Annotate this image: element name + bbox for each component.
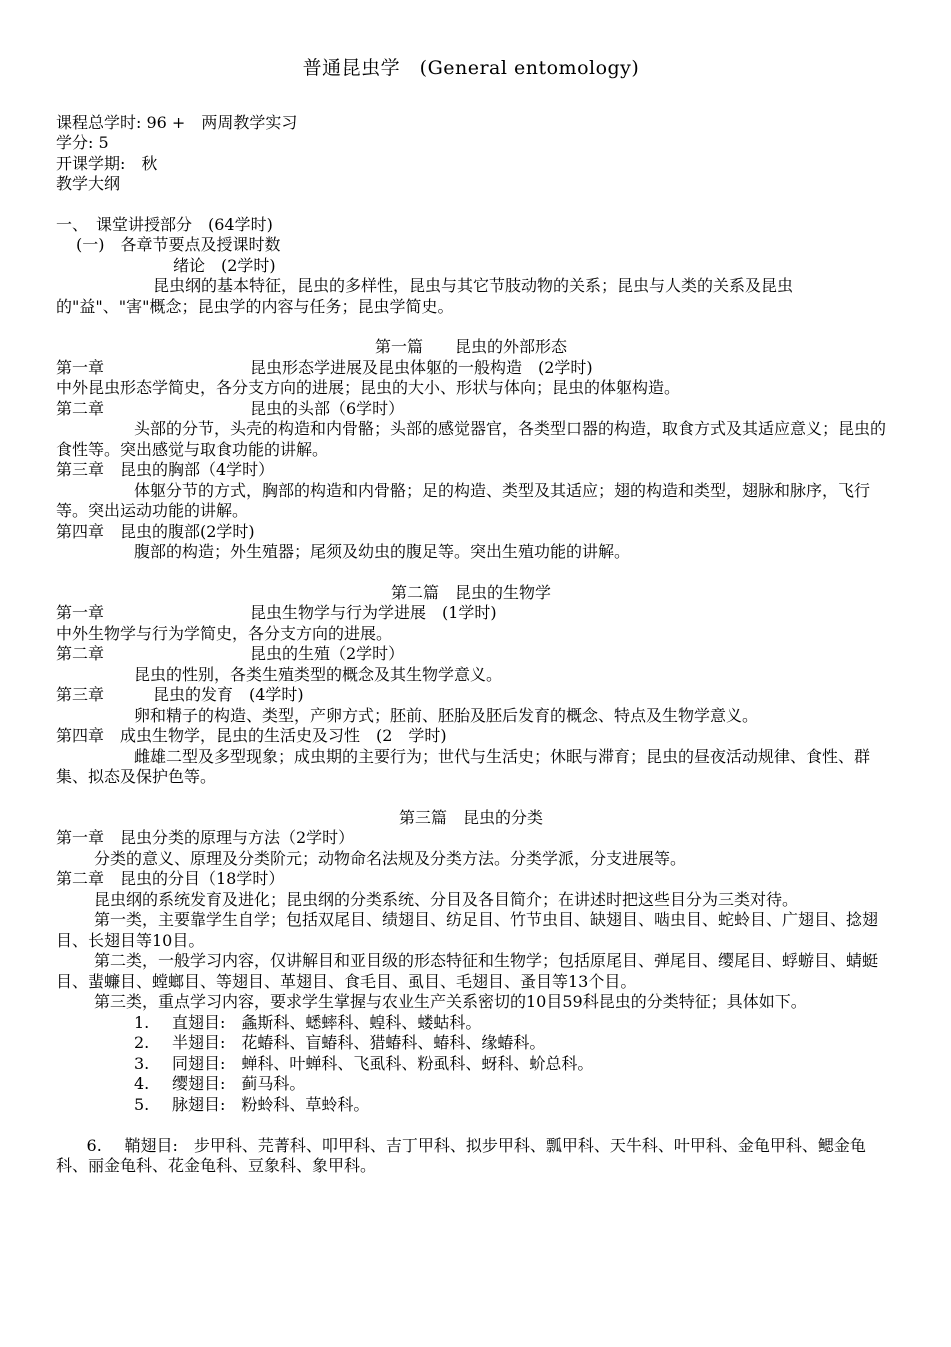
s1-ch3-title: 第三章 昆虫的胸部（4学时） [56,460,275,479]
s3-ch1-text: 分类的意义、原理及分类阶元；动物命名法规及分类方法。分类学派，分支进展等。 [94,848,687,868]
s2-ch1-title: 昆虫生物学与行为学进展 (1学时) [250,603,497,622]
intro-title: 绪论 (2学时) [173,255,276,275]
list-item-text: 脉翅目: 粉蛉科、草蛉科。 [172,1094,370,1114]
list-item-number: 2. [134,1033,150,1052]
s2-ch2-title: 昆虫的生殖（2学时） [250,644,405,663]
list-item-text: 缨翅目: 蓟马科。 [172,1074,306,1093]
s2-ch2-key: 第二章 [56,644,105,663]
list-item-text: 鞘翅目: 步甲科、芫菁科、叩甲科、吉丁甲科、拟步甲科、瓢甲科、天牛科、叶甲科、金龟甲科、鳃金龟科、丽金龟科、花金龟科、豆象科、象甲科。 [56,1135,866,1175]
section3-heading: 第三篇 昆虫的分类 [398,807,543,827]
s1-ch3-text: 体躯分节的方式，胸部的构造和内骨骼；足的构造、类型及其适应；翅的构造和类型，翅脉和脉序，飞行等。突出运动功能的讲解。 [56,480,871,520]
section3 [56,808,886,1198]
list-item-text: 直翅目: 螽斯科、蟋蟀科、蝗科、蝼蛄科。 [172,1012,482,1032]
page-title: 普通昆虫学 (General entomology) [302,57,640,79]
s1-ch4-title: 第四章 昆虫的腹部(2学时) [56,521,255,541]
list-item [134,1095,886,1116]
document-body [56,58,886,1197]
s2-ch1-key: 第一章 [56,603,105,622]
section1 [56,337,886,563]
s1-ch1-text: 中外昆虫形态学简史，各分支方向的进展；昆虫的大小、形状与体向；昆虫的体躯构造。 [56,378,681,397]
list-item-number: 4. [134,1074,150,1093]
list-item [134,1033,886,1054]
list-item-number: 1. [134,1012,150,1032]
s3-class2: 第二类，一般学习内容，仅讲解目和亚目级的形态特征和生物学；包括原尾目、弹尾目、缨尾目、蜉蝣目、蜻蜓目、蜚蠊目、螳螂目、等翅目、革翅目、食毛目、虱目、毛翅目、蚤目等13个目。 [56,951,879,991]
section2-heading: 第二篇 昆虫的生物学 [390,582,551,602]
s1-chapter2 [56,399,886,420]
meta-credits: 学分: 5 [56,133,109,152]
meta-syllabus: 教学大纲 [56,174,121,193]
s3-class1: 第一类，主要靠学生自学；包括双尾目、绩翅目、纺足目、竹节虫目、缺翅目、啮虫目、蛇蛉目、广翅目、捻翅目、长翅目等10目。 [56,910,879,950]
s2-ch3-key: 第三章 [56,685,105,704]
list-item [134,1074,886,1095]
s2-chapter3 [56,685,886,706]
s2-ch3-title: 昆虫的发育 (4学时) [153,685,304,704]
list-item-number: 6. [86,1135,102,1155]
list-item-text: 同翅目: 蝉科、叶蝉科、飞虱科、粉虱科、蚜科、蚧总科。 [172,1053,594,1073]
section2 [56,583,886,788]
s3-ch2-title: 第二章 昆虫的分目（18学时） [56,869,285,888]
s2-ch4-title: 第四章 成虫生物学，昆虫的生活史及习性 (2 学时) [56,726,447,745]
s3-ch2-text: 昆虫纲的系统发育及进化；昆虫纲的分类系统、分目及各目简介；在讲述时把这些目分为三类对待。 [94,889,799,909]
list-item-number: 5. [134,1094,150,1114]
s1-ch2-text: 头部的分节，头壳的构造和内骨骼；头部的感觉器官，各类型口器的构造，取食方式及其适应意义；昆虫的食性等。突出感觉与取食功能的讲解。 [56,419,887,459]
s1-ch1-title: 昆虫形态学进展及昆虫体躯的一般构造 (2学时) [250,357,593,377]
list-item [134,1054,886,1075]
s2-chapter1 [56,603,886,624]
s1-ch2-key: 第二章 [56,398,105,418]
s2-ch3-text: 卵和精子的构造、类型，产卵方式；胚前、胚胎及胚后发育的概念、特点及生物学意义。 [134,705,759,725]
s2-ch4-text: 雌雄二型及多型现象；成虫期的主要行为；世代与生活史；休眠与滞育；昆虫的昼夜活动规律、食性、群集、拟态及保护色等。 [56,746,871,786]
s2-ch2-text: 昆虫的性别，各类生殖类型的概念及其生物学意义。 [134,664,503,684]
list-item-last [56,1115,886,1197]
list-item-text: 半翅目: 花蝽科、盲蝽科、猎蝽科、蝽科、缘蝽科。 [172,1033,546,1052]
list-item-number: 3. [134,1053,150,1073]
part1 [56,215,886,318]
s1-ch2-title: 昆虫的头部（6学时） [250,398,405,418]
s2-ch1-text: 中外生物学与行为学简史，各分支方向的进展。 [56,623,393,643]
meta-semester: 开课学期: 秋 [56,153,158,173]
s3-class3: 第三类，重点学习内容，要求学生掌握与农业生产关系密切的10目59科昆虫的分类特征；具体如下。 [94,992,807,1011]
intro-text: 昆虫纲的基本特征，昆虫的多样性，昆虫与其它节肢动物的关系；昆虫与人类的关系及昆虫的"益"、"害"概念；昆虫学的内容与任务；昆虫学简史。 [56,276,794,316]
s2-chapter2 [56,644,886,665]
section1-heading: 第一篇 昆虫的外部形态 [374,337,567,356]
s1-ch1-key: 第一章 [56,357,105,377]
course-meta [56,113,886,195]
s1-chapter1 [56,358,886,379]
part1-heading: 一、 课堂讲授部分 (64学时) [56,214,273,234]
meta-total-hours: 课程总学时: 96 + 两周教学实习 [56,112,298,132]
s1-ch4-text: 腹部的构造；外生殖器；尾须及幼虫的腹足等。突出生殖功能的讲解。 [134,542,631,561]
s3-ch1-title: 第一章 昆虫分类的原理与方法（2学时） [56,828,355,847]
order-list [56,1013,886,1116]
list-item [134,1013,886,1034]
part1-subheading: (一) 各章节要点及授课时数 [76,235,281,254]
